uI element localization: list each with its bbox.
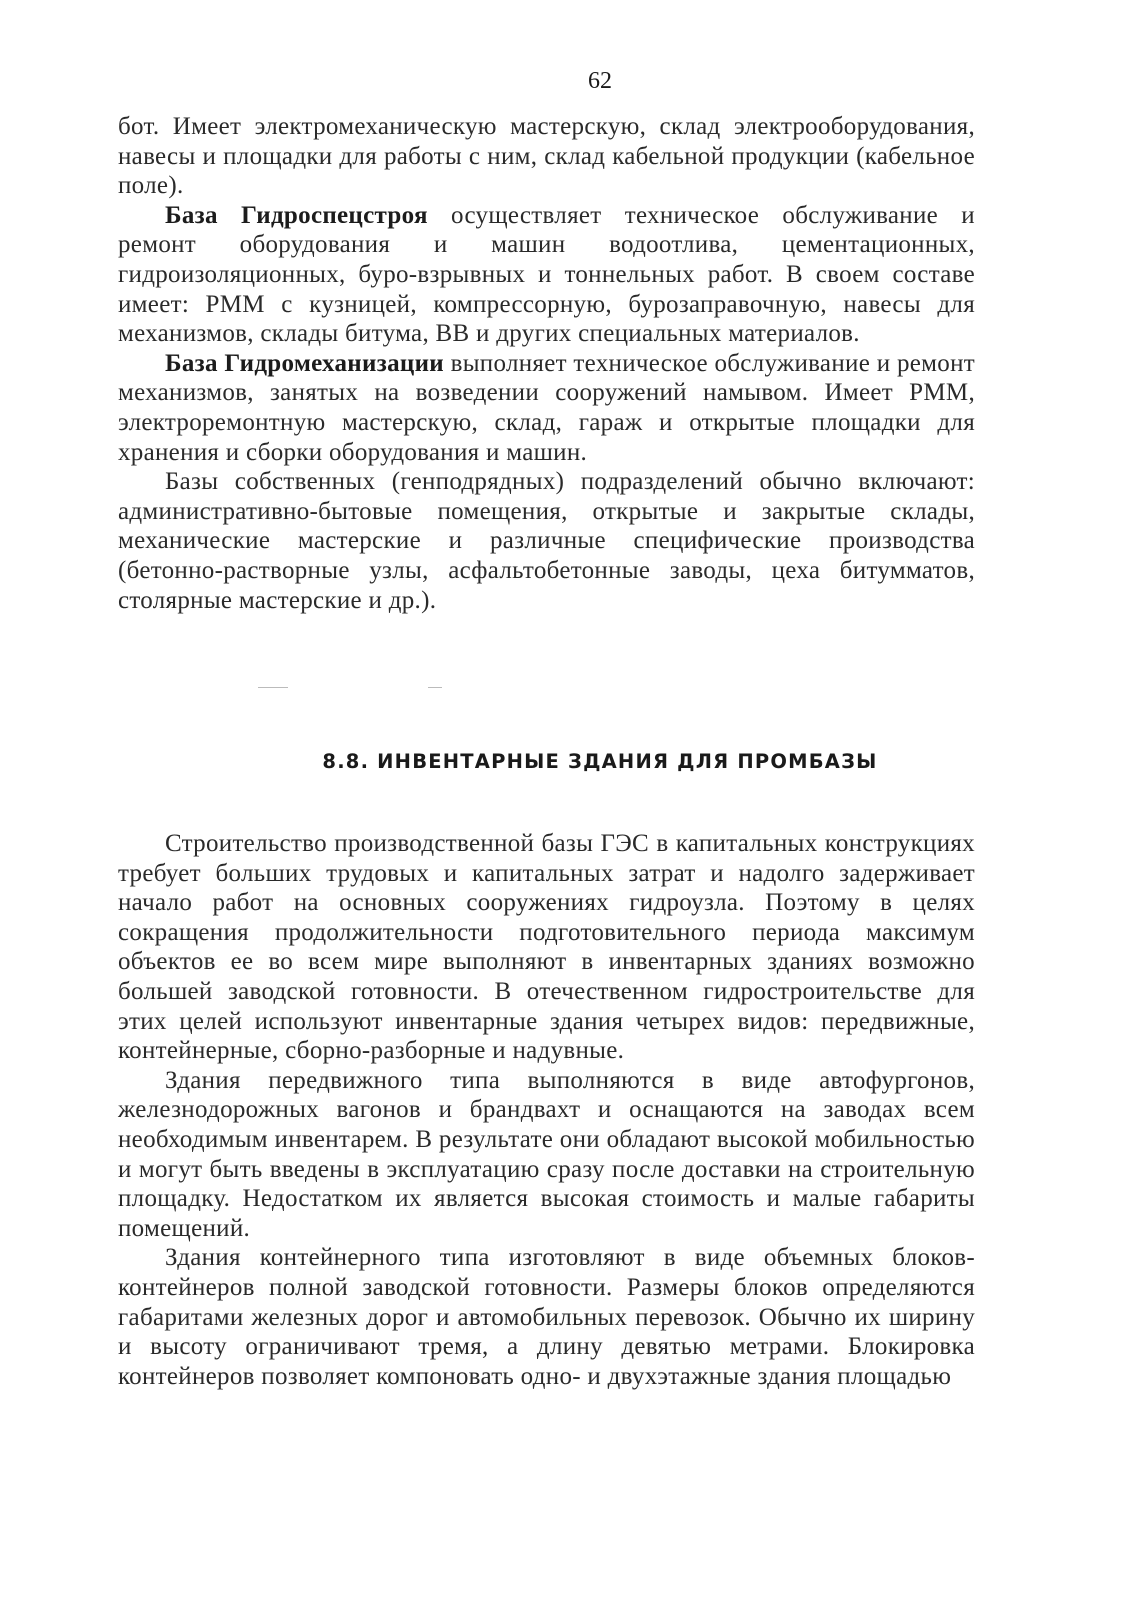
term-gidromekhanizatsii: База Гидромеханизации <box>165 349 444 377</box>
bottom-text-block <box>118 829 975 1391</box>
paragraph-own-bases: Базы собственных (генподрядных) подразделений обычно включают: административно-бытовые помещения, открытые и закрытые склады, механические мастерские и различные специфические производства (бетонно-растворные узлы, асфальтобетонные заводы, цеха битумматов, столярные мастерские и др.). <box>118 468 975 614</box>
paragraph-construction-intro: Строительство производственной базы ГЭС в капитальных конструкциях требует больших трудовых и капитальных затрат и надолго задерживает начало работ на основных сооружениях гидроузла. Поэтому в целях сокращения продолжительности подготовительного периода максимум объектов ее во всем мире выполняют в инвентарных зданиях возможно большей заводской готовности. В отечественном гидростроительстве для этих целей используют инвентарные здания четырех видов: передвижные, контейнерные, сборно-разборные и надувные. <box>118 830 975 1065</box>
paragraph-gidrospetsstroy-text: осуществляет техническое обслуживание и ремонт оборудования и машин водоотлива, цементационных, гидроизоляционных, буро-взрывных и тоннельных работ. В своем составе имеет: РММ с кузницей, компрессорную, бурозаправочную, навесы для механизмов, склады битума, ВВ и других специальных материалов. <box>118 201 975 348</box>
paragraph-gidromekhanizatsii-text: выполняет техническое обслуживание и ремонт механизмов, занятых на возведении сооружений намывом. Имеет РММ, электроремонтную мастерскую, склад, гараж и открытые площадки для хранения и сборки оборудования и машин. <box>118 349 975 466</box>
top-text-block <box>118 112 975 615</box>
page-number: 62 <box>588 68 612 94</box>
paragraph-container-buildings: Здания контейнерного типа изготовляют в виде объемных блоков-контейнеров полной заводской готовности. Размеры блоков определяются габаритами железных дорог и автомобильных перевозок. Обычно их ширину и высоту ограничивают тремя, а длину девятью метрами. Блокировка контейнеров позволяет компоновать одно- и двухэтажные здания площадью <box>118 1244 975 1390</box>
paragraph-gidrospetsstroy <box>118 201 975 349</box>
stray-mark <box>428 687 442 688</box>
term-gidrospetsstroy: База Гидроспецстроя <box>165 201 428 229</box>
section-heading: 8.8. ИНВЕНТАРНЫЕ ЗДАНИЯ ДЛЯ ПРОМБАЗЫ <box>322 750 878 773</box>
paragraph-mobile-buildings: Здания передвижного типа выполняются в виде автофургонов, железнодорожных вагонов и брандвахт и оснащаются на заводах всем необходимым инвентарем. В результате они обладают высокой мобильностью и могут быть введены в эксплуатацию сразу после доставки на строительную площадку. Недостатком их является высокая стоимость и малые габариты помещений. <box>118 1066 975 1242</box>
paragraph-gidromekhanizatsii <box>118 349 975 467</box>
paragraph-continuation: бот. Имеет электромеханическую мастерскую, склад электрооборудования, навесы и площадки для работы с ним, склад кабельной продукции (кабельное поле). <box>118 113 975 200</box>
stray-mark <box>258 687 288 688</box>
